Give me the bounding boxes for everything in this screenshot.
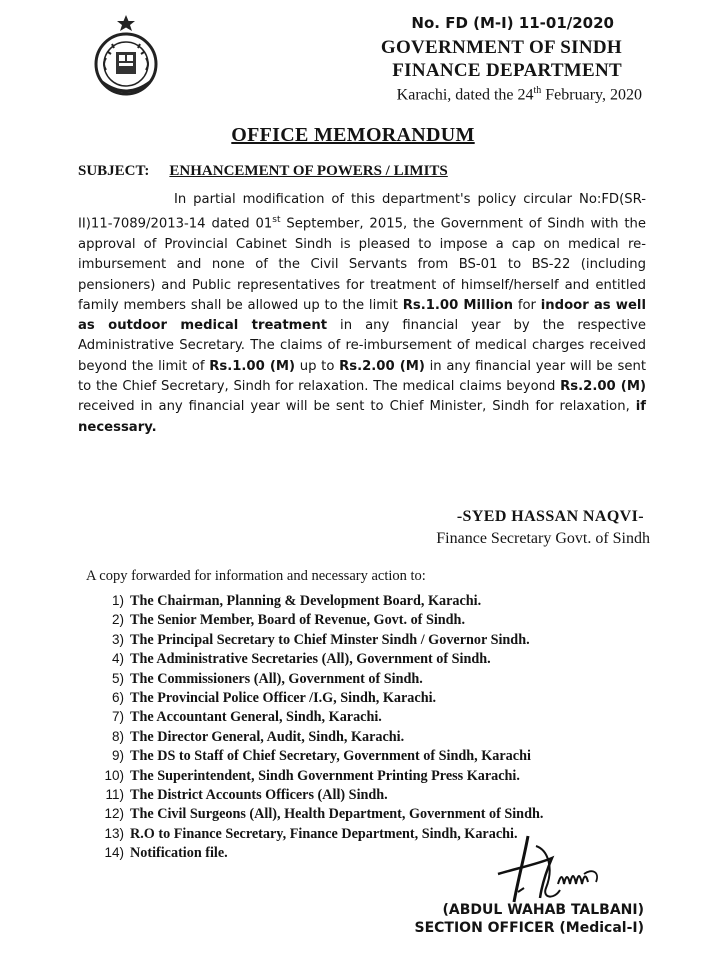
department-title: FINANCE DEPARTMENT [392, 60, 622, 81]
list-item-number: 12) [104, 806, 124, 822]
body-paragraph [78, 190, 646, 438]
list-item-number: 2) [111, 612, 124, 628]
list-item-text: The Director General, Audit, Sindh, Karachi. [130, 728, 405, 745]
reference-number: No. FD (M-I) 11-01/2020 [411, 14, 614, 32]
list-item-text: The Chairman, Planning & Development Board, Karachi. [130, 593, 482, 609]
list-item-text: The Principal Secretary to Chief Minster Sindh / Governor Sindh. [130, 631, 530, 648]
body-bold-1: Rs.1.00 Million [402, 297, 514, 313]
list-item [100, 845, 543, 864]
list-item [100, 593, 543, 612]
list-item [100, 709, 543, 728]
list-item [100, 612, 543, 631]
body-text-4: in any financial year by the respective Administrative Secretary. The claims of re-imbursement of medical charges received beyond the limit of [78, 318, 646, 374]
list-item [100, 632, 543, 651]
section-officer-name: (ABDUL WAHAB TALBANI) [442, 902, 644, 918]
body-bold-4: Rs.2.00 (M) [339, 358, 425, 374]
list-item-text: The Provincial Police Officer /I.G, Sindh, Karachi. [130, 689, 437, 706]
date-suffix: February, 2020 [541, 86, 642, 104]
body-text-6: in any financial year will be sent to the Chief Secretary, Sindh for relaxation. The medical claims beyond [78, 358, 646, 395]
date-line [397, 85, 642, 104]
signatory-title: Finance Secretary Govt. of Sindh [436, 530, 650, 547]
subject-line [78, 163, 448, 180]
list-item-text: R.O to Finance Secretary, Finance Department, Sindh, Karachi. [130, 825, 518, 842]
list-item-text: The Commissioners (All), Government of Sindh. [130, 670, 423, 687]
list-item-text: The Civil Surgeons (All), Health Department, Government of Sindh. [130, 806, 544, 823]
list-item-number: 13) [104, 825, 124, 841]
date-superscript: th [533, 85, 542, 96]
list-item-number: 6) [111, 689, 124, 705]
list-item-text: The District Accounts Officers (All) Sindh. [130, 786, 388, 803]
copy-forwarded-intro: A copy forwarded for information and necessary action to: [86, 568, 426, 584]
memo-title: OFFICE MEMORANDUM [231, 124, 475, 146]
list-item-number: 14) [104, 845, 124, 861]
body-text-5: up to [295, 358, 340, 374]
list-item-number: 9) [111, 748, 124, 764]
list-item-number: 4) [111, 651, 124, 667]
list-item [100, 671, 543, 690]
handwritten-signature [488, 828, 628, 912]
list-item-text: The Administrative Secretaries (All), Government of Sindh. [130, 651, 491, 668]
list-item [100, 729, 543, 748]
list-item-text: Notification file. [130, 845, 228, 862]
copy-forwarded-list [100, 593, 543, 864]
list-item [100, 826, 543, 845]
list-item-number: 1) [111, 593, 124, 608]
list-item [100, 651, 543, 670]
date-prefix: Karachi, dated the 24 [396, 86, 534, 104]
list-item [100, 748, 543, 767]
body-bold-2: indoor as well as outdoor medical treatment [78, 297, 646, 334]
list-item-text: The Accountant General, Sindh, Karachi. [130, 709, 382, 726]
signatory-name: -SYED HASSAN NAQVI- [456, 508, 644, 525]
body-text-3: for [513, 297, 541, 313]
list-item [100, 768, 543, 787]
body-text-7: received in any financial year will be sent to Chief Minister, Sindh for relaxation, [78, 399, 636, 415]
body-bold-5: Rs.2.00 (M) [560, 379, 646, 395]
list-item [100, 690, 543, 709]
list-item-text: The Superintendent, Sindh Government Printing Press Karachi. [130, 767, 520, 784]
list-item-number: 11) [105, 786, 124, 802]
list-item-number: 10) [104, 767, 124, 783]
subject-value: ENHANCEMENT OF POWERS / LIMITS [169, 163, 448, 179]
body-text-2: September, 2015, the Government of Sindh with the approval of Provincial Cabinet Sindh is pleased to impose a cap on medical re-imbursement and none of the Civil Servants from BS-01 to BS-22 (including pensioners) and Public representatives for treatment of himself/herself and entitled family members shall be allowed up to the limit [78, 216, 647, 313]
list-item-number: 8) [111, 728, 124, 744]
list-item-number: 7) [111, 709, 124, 725]
body-bold-3: Rs.1.00 (M) [209, 358, 296, 374]
list-item-number: 5) [111, 670, 124, 686]
body-text-1: In partial modification of this department's policy circular No:FD(SR-II)11-7089/2013-14 dated 01 [78, 192, 646, 232]
section-officer-title: SECTION OFFICER (Medical-I) [414, 920, 644, 936]
subject-label: SUBJECT: [78, 163, 150, 179]
body-superscript: st [272, 215, 281, 226]
list-item [100, 806, 543, 825]
list-item [100, 787, 543, 806]
list-item-text: The DS to Staff of Chief Secretary, Government of Sindh, Karachi [130, 748, 531, 765]
government-title: GOVERNMENT OF SINDH [380, 37, 622, 58]
list-item-text: The Senior Member, Board of Revenue, Govt. of Sindh. [130, 612, 465, 629]
list-item-number: 3) [111, 631, 124, 647]
body-bold-6: if necessary. [78, 399, 646, 435]
